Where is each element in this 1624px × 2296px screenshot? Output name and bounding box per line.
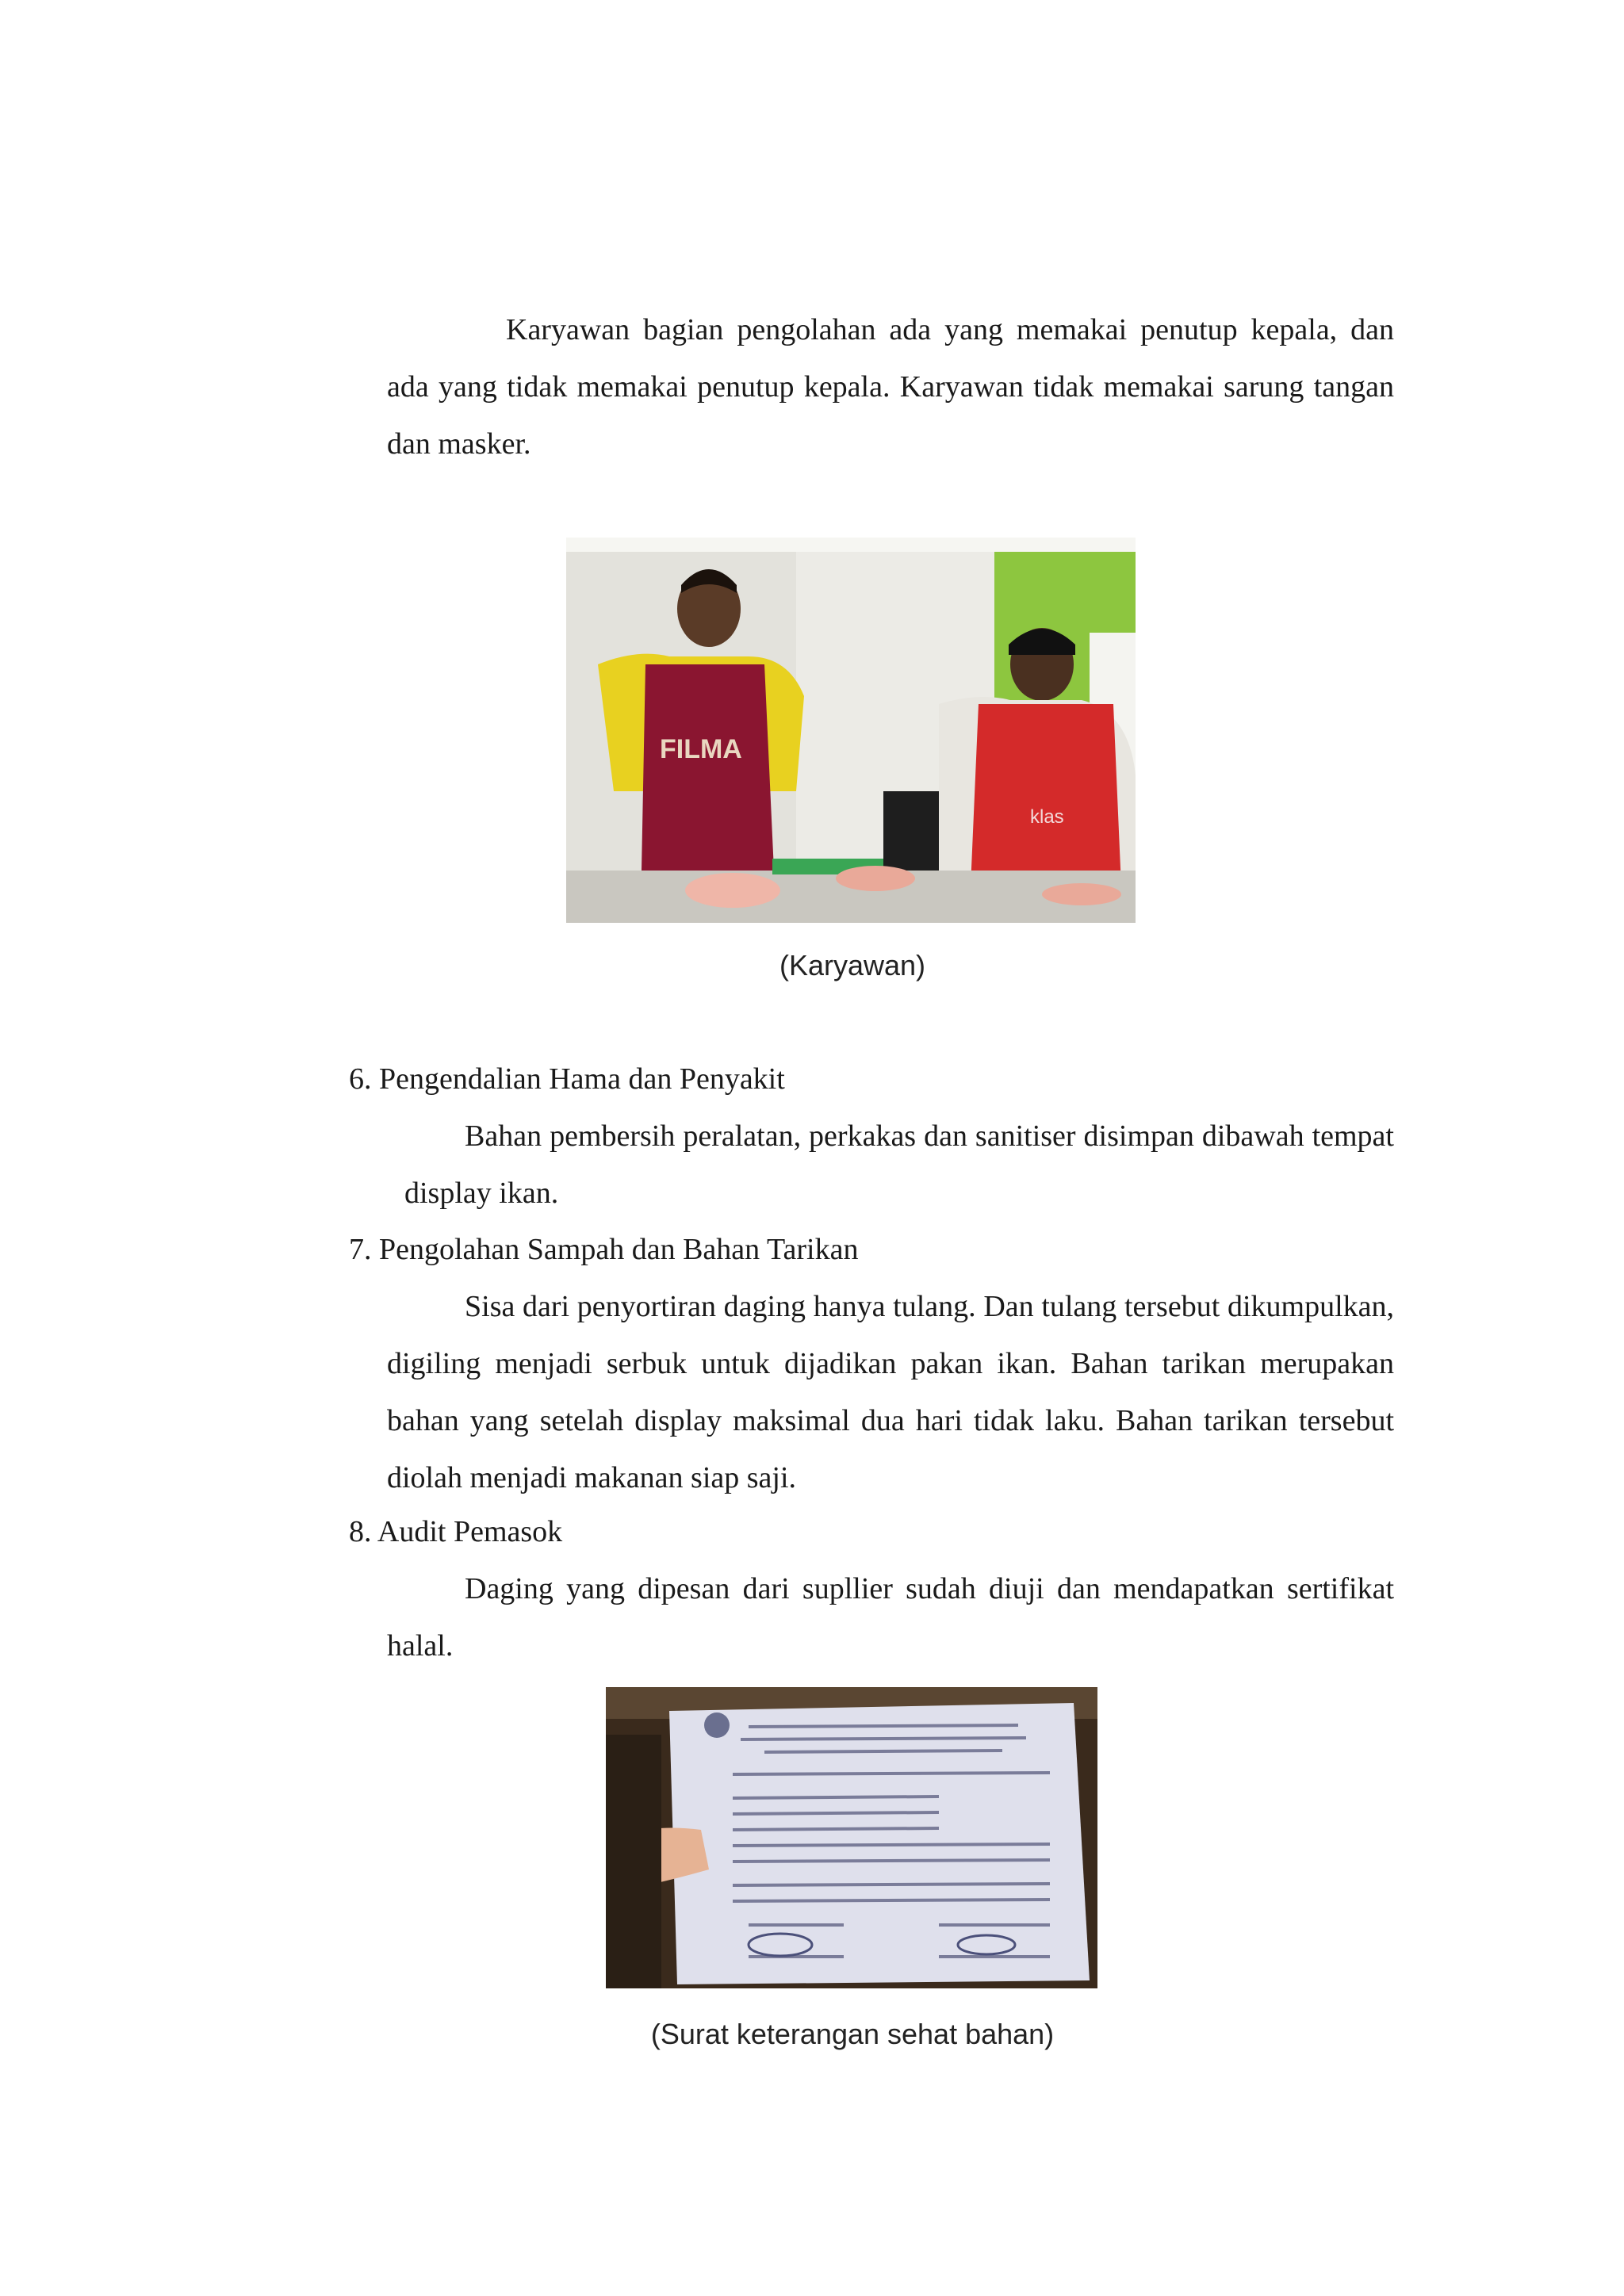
section-7-heading: 7. Pengolahan Sampah dan Bahan Tarikan bbox=[349, 1233, 859, 1266]
section-8-text: Daging yang dipesan dari supllier sudah diuji dan mendapatkan sertifikat halal. bbox=[387, 1572, 1394, 1663]
figure2-caption: (Surat keterangan sehat bahan) bbox=[650, 2018, 1055, 2050]
paragraph-employees: Karyawan bagian pengolahan ada yang memakai penutup kepala, dan ada yang tidak memakai penutup kepala. Karyawan tidak memakai sarung tangan dan masker. bbox=[387, 313, 1394, 461]
figure1-caption: (Karyawan) bbox=[779, 949, 926, 982]
apron-left-text: FILMA bbox=[660, 734, 742, 764]
section-7-text: Sisa dari penyortiran daging hanya tulang. Dan tulang tersebut dikumpulkan, digiling menjadi serbuk untuk dijadikan pakan ikan. Bahan tarikan merupakan bahan yang setelah display maksimal dua hari tidak laku. Bahan tarikan tersebut diolah menjadi makanan siap saji. bbox=[387, 1290, 1394, 1494]
employees-photo bbox=[566, 538, 1136, 923]
certificate-photo bbox=[606, 1687, 1097, 1988]
employees-photo-svg bbox=[566, 538, 1136, 923]
section-8-heading: 8. Audit Pemasok bbox=[349, 1515, 563, 1548]
certificate-photo-svg bbox=[606, 1687, 1097, 1988]
section-6-text: Bahan pembersih peralatan, perkakas dan sanitiser disimpan dibawah tempat display ikan. bbox=[404, 1119, 1394, 1210]
section-6-heading: 6. Pengendalian Hama dan Penyakit bbox=[349, 1062, 785, 1096]
apron-right-text: klas bbox=[1030, 806, 1064, 828]
